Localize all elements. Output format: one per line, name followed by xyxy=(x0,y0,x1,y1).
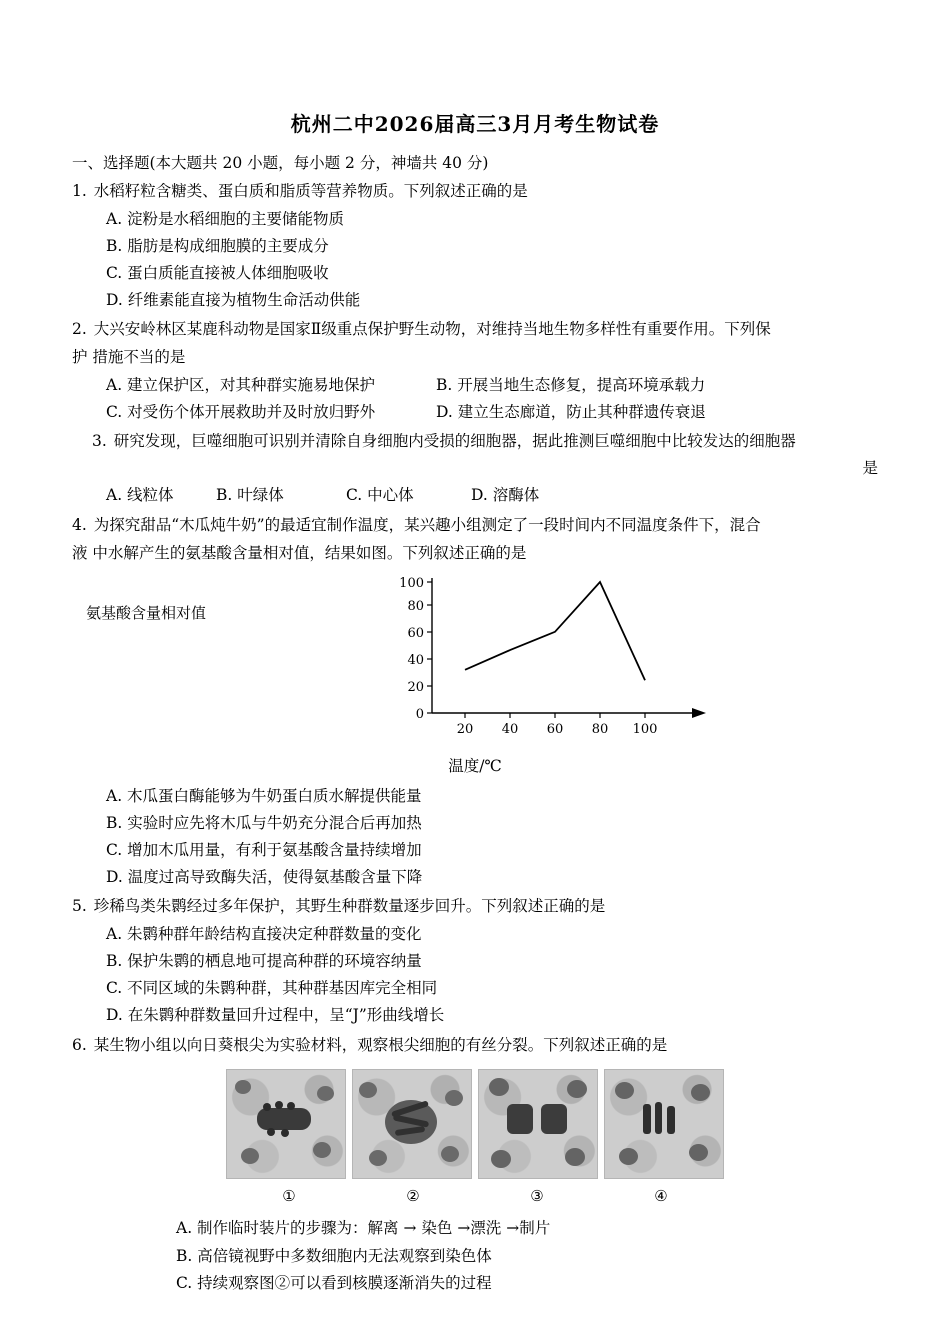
option-d: D. 在朱鹮种群数量回升过程中，呈“J”形曲线增长 xyxy=(106,1006,445,1025)
chart-svg xyxy=(372,568,752,753)
svg-text:60: 60 xyxy=(407,625,424,641)
section-heading: 一、选择题(本大题共 20 小题，每小题 2 分，神墙共 40 分) xyxy=(72,154,489,172)
question-3-text-line1: 研究发现，巨噬细胞可识别并清除自身细胞内受损的细胞器，据此推测巨噬细胞中比较发达的细胞器 xyxy=(113,432,796,451)
svg-text:40: 40 xyxy=(407,652,424,668)
svg-text:0: 0 xyxy=(415,706,424,722)
svg-text:80: 80 xyxy=(407,598,424,614)
svg-text:100: 100 xyxy=(632,721,658,737)
enzyme-temperature-chart xyxy=(72,568,878,783)
micrograph-caption-row xyxy=(72,1187,878,1205)
option-a: A. 木瓜蛋白酶能够为牛奶蛋白质水解提供能量 xyxy=(106,786,422,805)
option-d: D. 溶酶体 xyxy=(471,485,540,504)
micrograph-image-2 xyxy=(352,1069,472,1179)
option-a: A. 制作临时装片的步骤为：解离 → 染色 →漂洗 →制片 xyxy=(176,1219,551,1238)
micrograph-caption-3: ③ xyxy=(530,1187,544,1206)
option-b: B. 高倍镜视野中多数细胞内无法观察到染色体 xyxy=(176,1246,492,1265)
option-d: D. 温度过高导致酶失活，使得氨基酸含量下降 xyxy=(106,868,423,887)
question-4-text-line1: 为探究甜品“木瓜炖牛奶”的最适宜制作温度，某兴趣小组测定了一段时间内不同温度条件下，混合 xyxy=(93,516,761,535)
question-3-stem xyxy=(72,429,878,454)
question-5-text: 珍稀鸟类朱鹮经过多年保护，其野生种群数量逐步回升。下列叙述正确的是 xyxy=(93,897,606,916)
question-4-number: 4. xyxy=(72,516,87,535)
option-b: B. 开展当地生态修复，提高环境承载力 xyxy=(436,375,706,394)
option-b: B. 脂肪是构成细胞膜的主要成分 xyxy=(106,236,329,255)
question-4-stem xyxy=(72,513,878,538)
question-6-text: 某生物小组以向日葵根尖为实验材料，观察根尖细胞的有丝分裂。下列叙述正确的是 xyxy=(93,1035,668,1054)
question-3-options xyxy=(72,481,878,510)
option-c: C. 不同区域的朱鹮种群，其种群基因库完全相同 xyxy=(106,979,438,998)
question-1-text: 水稻籽粒含糖类、蛋白质和脂质等营养物质。下列叙述正确的是 xyxy=(93,182,528,201)
question-6-options xyxy=(72,1215,878,1296)
option-d: D. 建立生态廊道，防止其种群遗传衰退 xyxy=(436,403,706,422)
option-d: D. 纤维素能直接为植物生命活动供能 xyxy=(106,291,361,310)
micrograph-row xyxy=(72,1069,878,1179)
question-4-options xyxy=(72,783,878,892)
option-a: A. 建立保护区，对其种群实施易地保护 xyxy=(106,375,376,394)
question-3-text-line2: 是 xyxy=(862,458,878,477)
option-b: B. 叶绿体 xyxy=(216,485,284,504)
micrograph-caption-2: ② xyxy=(406,1187,420,1206)
svg-text:60: 60 xyxy=(546,721,564,737)
question-3-number: 3. xyxy=(92,432,107,451)
question-2-options xyxy=(72,372,878,426)
micrograph-caption-1: ① xyxy=(282,1187,296,1206)
option-c: C. 增加木瓜用量，有利于氨基酸含量持续增加 xyxy=(106,841,422,860)
svg-text:80: 80 xyxy=(591,721,609,737)
option-c: C. 中心体 xyxy=(346,485,414,504)
question-5-number: 5. xyxy=(72,897,87,916)
option-row-1 xyxy=(72,372,878,399)
svg-text:100: 100 xyxy=(399,575,424,591)
question-3 xyxy=(72,429,878,510)
micrograph-image-1 xyxy=(226,1069,346,1179)
question-1-options xyxy=(72,206,878,315)
question-1 xyxy=(72,179,878,314)
option-a: A. 线粒体 xyxy=(106,485,174,504)
question-1-stem xyxy=(72,179,878,204)
option-b: B. 实验时应先将木瓜与牛奶充分混合后再加热 xyxy=(106,813,422,832)
svg-text:20: 20 xyxy=(456,721,474,737)
question-2-text-line2: 护 措施不当的是 xyxy=(72,348,186,367)
option-c: C. 蛋白质能直接被人体细胞吸收 xyxy=(106,264,329,283)
question-6 xyxy=(72,1033,878,1297)
question-2-text-line1: 大兴安岭林区某鹿科动物是国家Ⅱ级重点保护野生动物，对维持当地生物多样性有重要作用。下列保 xyxy=(93,320,771,339)
svg-text:40: 40 xyxy=(501,721,519,737)
chart-y-axis-label: 氨基酸含量相对值 xyxy=(86,603,207,622)
question-6-number: 6. xyxy=(72,1035,87,1054)
question-4 xyxy=(72,513,878,891)
micrograph-caption-4: ④ xyxy=(654,1187,668,1206)
micrograph-image-3 xyxy=(478,1069,598,1179)
micrograph-image-4 xyxy=(604,1069,724,1179)
option-c: C. 持续观察图②可以看到核膜逐渐消失的过程 xyxy=(176,1273,492,1292)
option-row-2 xyxy=(72,399,878,426)
question-2 xyxy=(72,317,878,426)
question-2-number: 2. xyxy=(72,320,87,339)
option-b: B. 保护朱鹮的栖息地可提高种群的环境容纳量 xyxy=(106,952,422,971)
question-5-stem xyxy=(72,894,878,919)
option-a: A. 淀粉是水稻细胞的主要储能物质 xyxy=(106,209,345,228)
question-6-stem xyxy=(72,1033,878,1058)
question-4-text-line2: 液 中水解产生的氨基酸含量相对值，结果如图。下列叙述正确的是 xyxy=(72,543,527,562)
question-1-number: 1. xyxy=(72,182,87,201)
chart-x-axis-label: 温度/℃ xyxy=(448,756,502,775)
question-2-stem xyxy=(72,317,878,342)
chart-plot-area xyxy=(372,568,752,748)
page-title: 杭州二中2026届高三3月月考生物试卷 xyxy=(290,112,660,136)
svg-text:20: 20 xyxy=(407,679,424,695)
question-5 xyxy=(72,894,878,1029)
option-c: C. 对受伤个体开展救助并及时放归野外 xyxy=(106,403,376,422)
option-a: A. 朱鹮种群年龄结构直接决定种群数量的变化 xyxy=(106,925,422,944)
question-5-options xyxy=(72,921,878,1030)
